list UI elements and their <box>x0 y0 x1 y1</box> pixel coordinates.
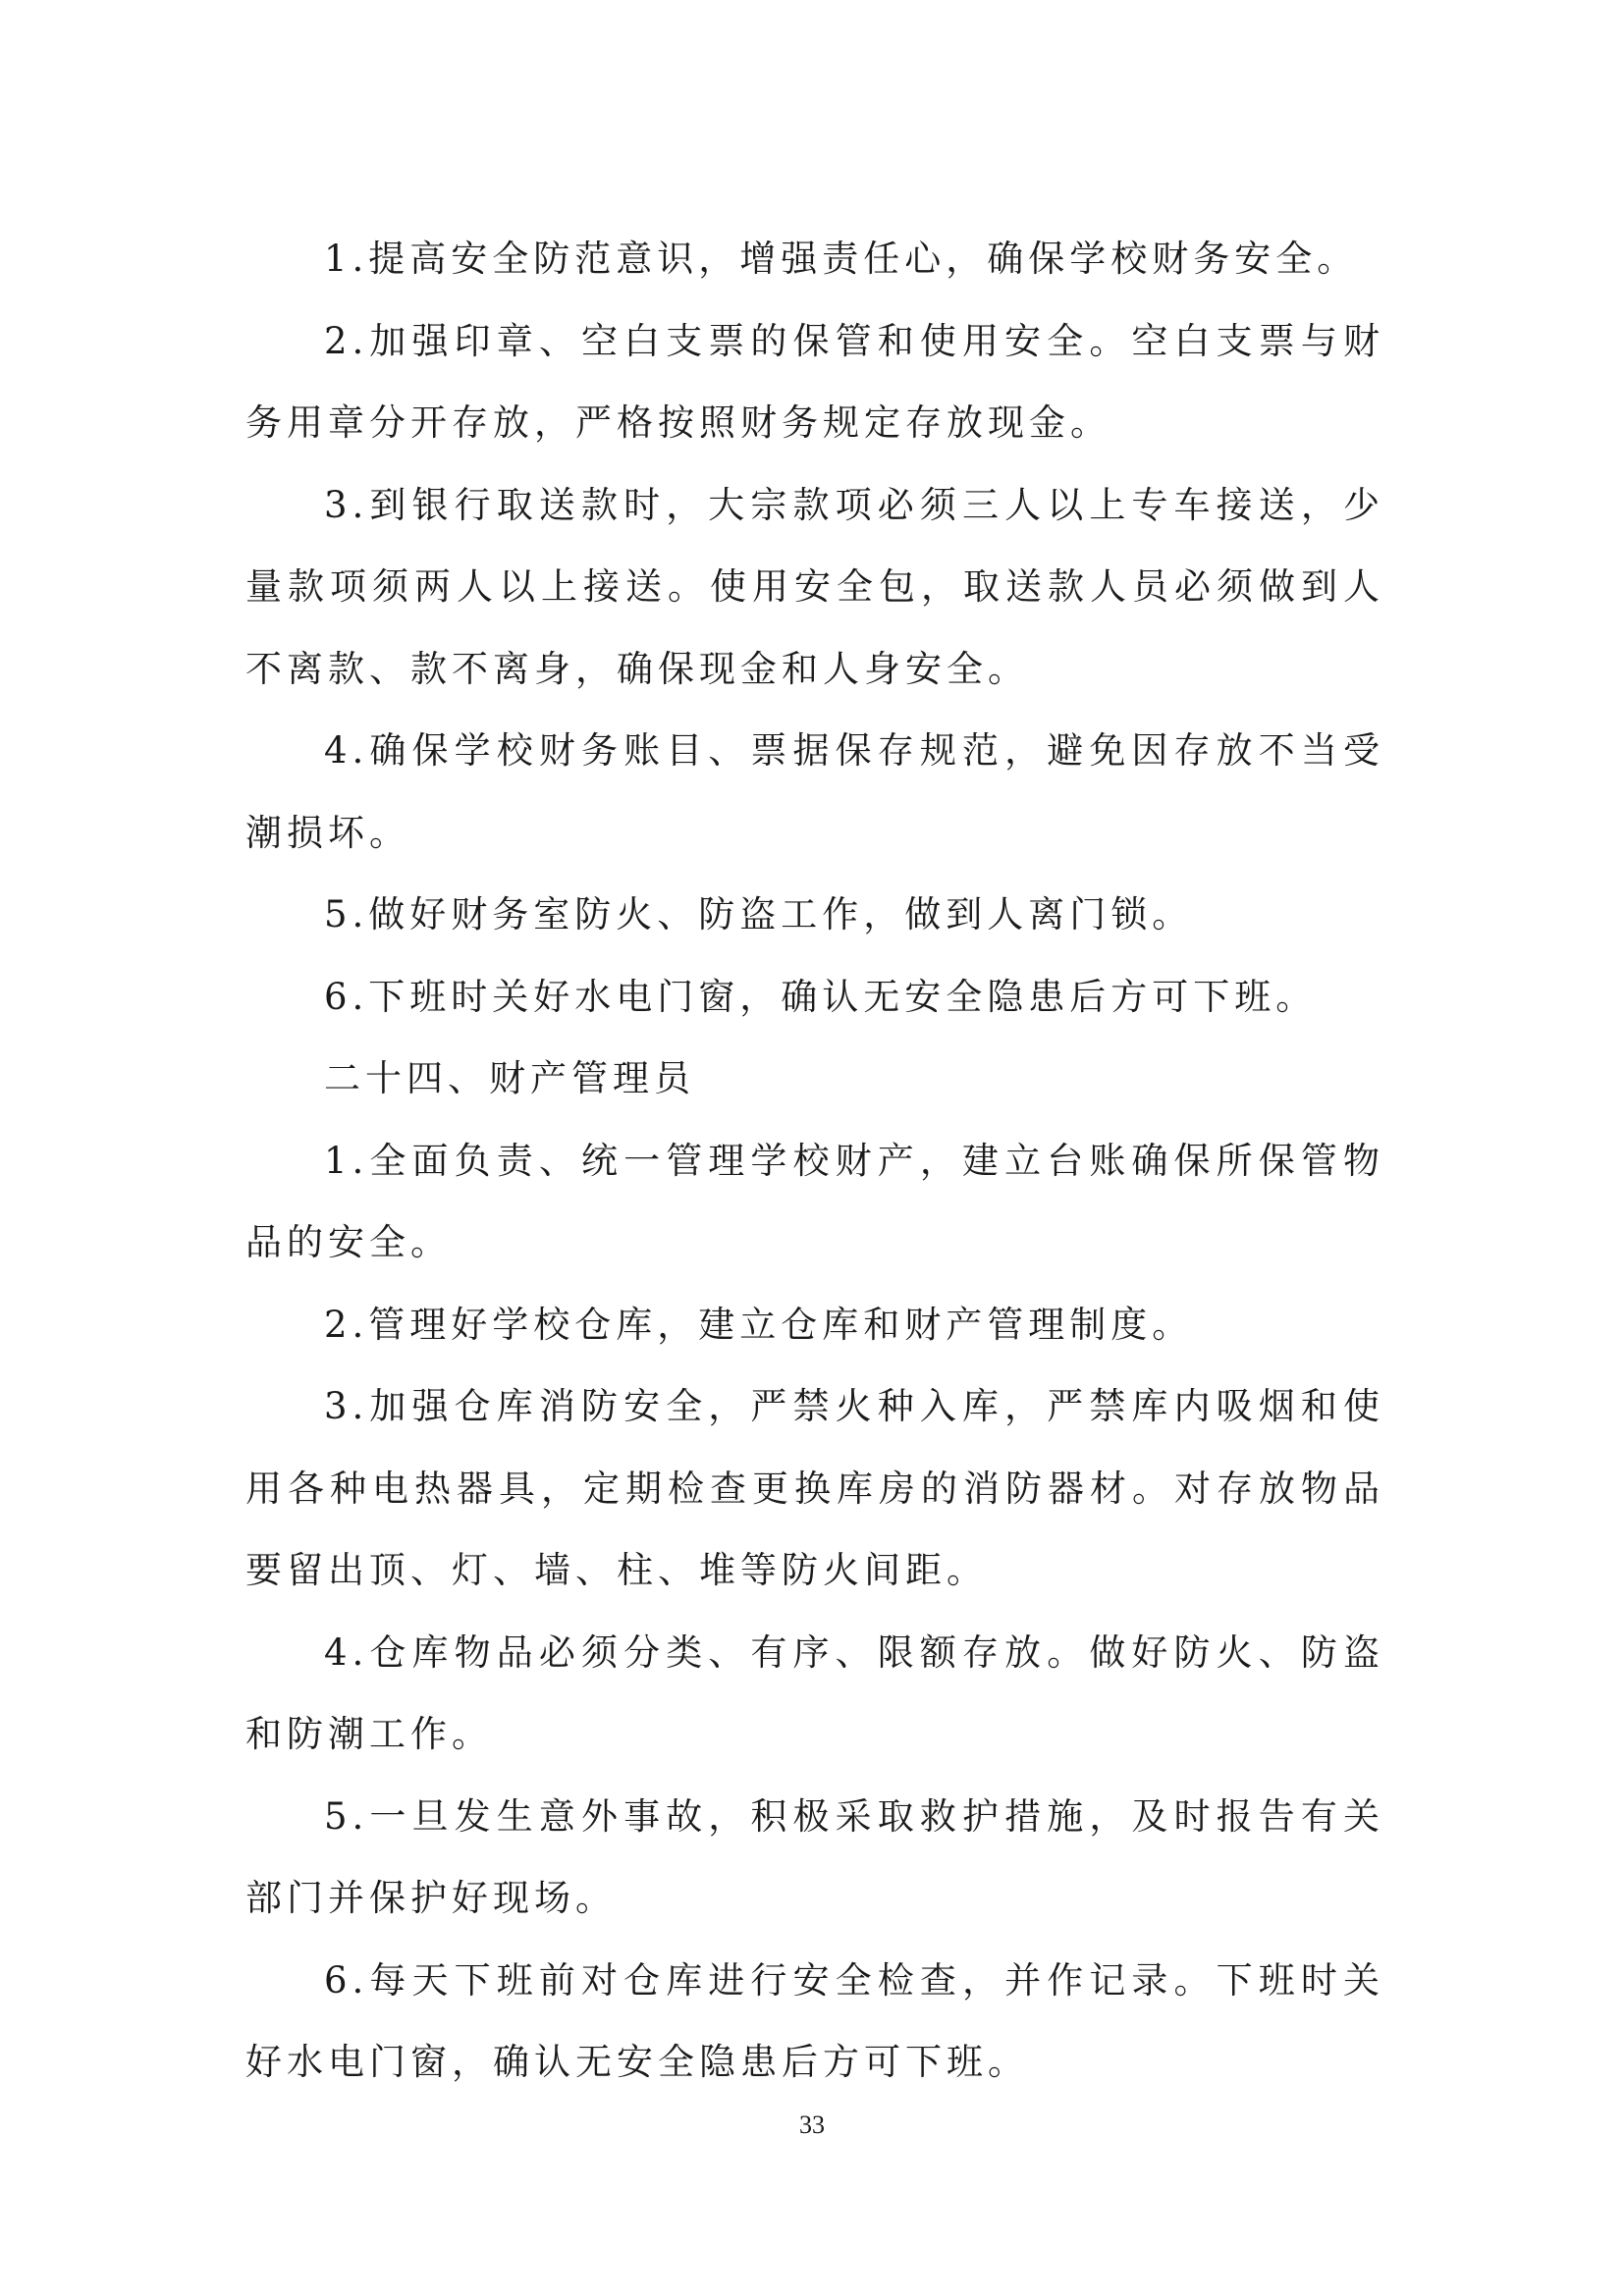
paragraph-property-3: 3.加强仓库消防安全，严禁火种入库，严禁库内吸烟和使用各种电热器具，定期检查更换库房的消防器材。对存放物品要留出顶、灯、墙、柱、堆等防火间距。 <box>245 1385 1384 1591</box>
paragraph-finance-3: 3.到银行取送款时，大宗款项必须三人以上专车接送，少量款项须两人以上接送。使用安全包，取送款人员必须做到人不离款、款不离身，确保现金和人身安全。 <box>245 483 1384 690</box>
paragraph-finance-6: 6.下班时关好水电门窗，确认无安全隐患后方可下班。 <box>324 975 1318 1018</box>
paragraph-property-2: 2.管理好学校仓库，建立仓库和财产管理制度。 <box>324 1303 1194 1346</box>
paragraph-finance-1: 1.提高安全防范意识，增强责任心，确保学校财务安全。 <box>324 238 1359 280</box>
page-body <box>245 218 1384 2104</box>
paragraph-property-6: 6.每天下班前对仓库进行安全检查，并作记录。下班时关好水电门窗，确认无安全隐患后方可下班。 <box>245 1958 1384 2083</box>
section-heading: 二十四、财产管理员 <box>324 1057 695 1099</box>
paragraph-finance-4: 4.确保学校财务账目、票据保存规范，避免因存放不当受潮损坏。 <box>245 729 1384 854</box>
paragraph-property-5: 5.一旦发生意外事故，积极采取救护措施，及时报告有关部门并保护好现场。 <box>245 1794 1384 1919</box>
paragraph-property-1: 1.全面负责、统一管理学校财产，建立台账确保所保管物品的安全。 <box>245 1139 1384 1263</box>
paragraph-property-4: 4.仓库物品必须分类、有序、限额存放。做好防火、防盗和防潮工作。 <box>245 1630 1384 1755</box>
page-number: 33 <box>799 2110 825 2139</box>
paragraph-finance-5: 5.做好财务室防火、防盗工作，做到人离门锁。 <box>324 893 1194 935</box>
paragraph-finance-2: 2.加强印章、空白支票的保管和使用安全。空白支票与财务用章分开存放，严格按照财务规定存放现金。 <box>245 319 1384 444</box>
